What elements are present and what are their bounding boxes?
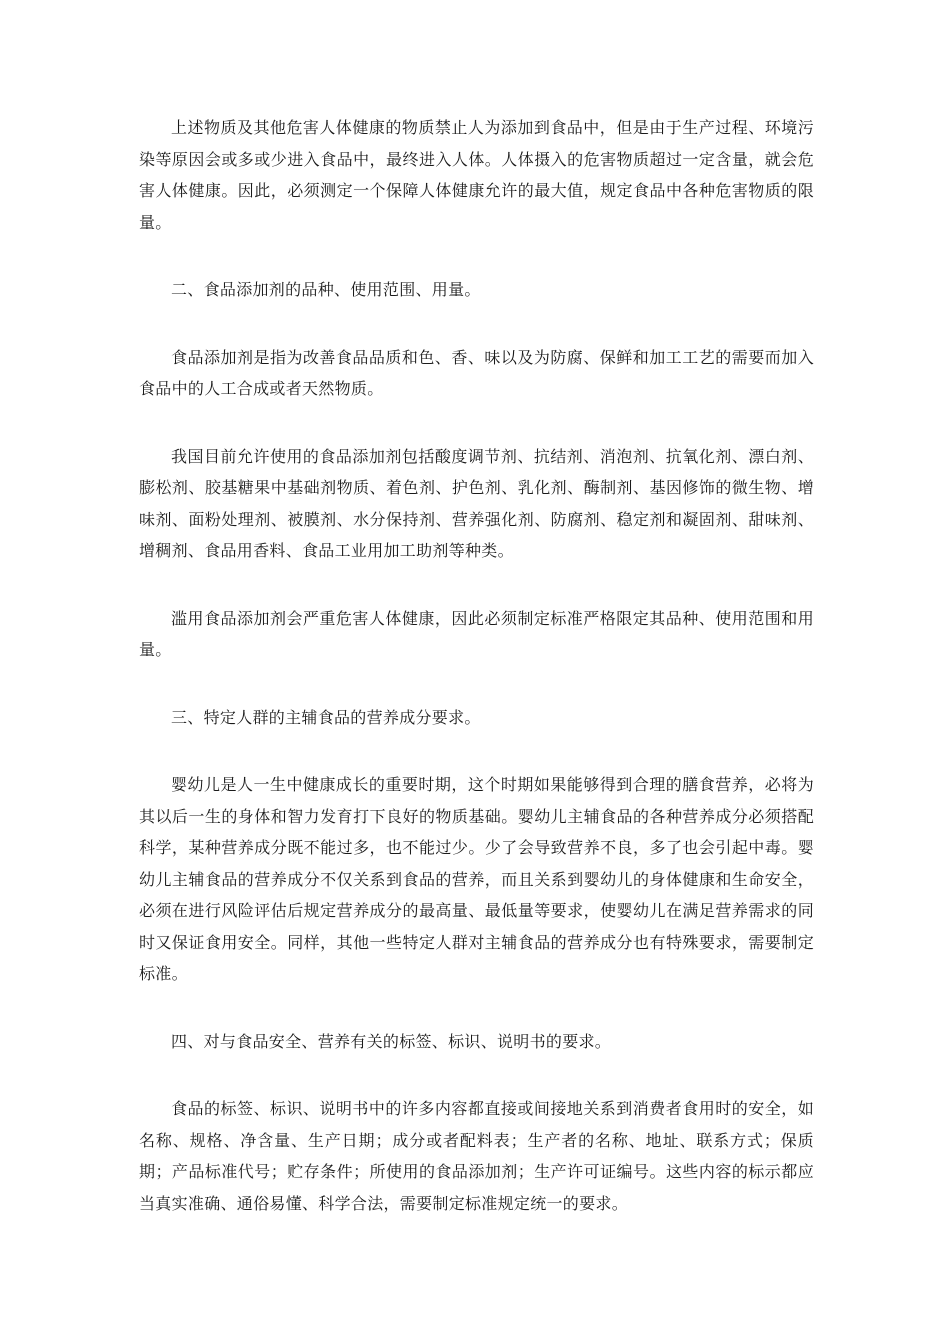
section-heading-4: 四、对与食品安全、营养有关的标签、标识、说明书的要求。 bbox=[171, 1031, 612, 1051]
paragraph-labeling-requirements: 食品的标签、标识、说明书中的许多内容都直接或间接地关系到消费者食用时的安全，如名称、规格、净含量、生产日期；成分或者配料表；生产者的名称、地址、联系方式；保质期；产品标准代号；贮存条件；所使用的食品添加剂；生产许可证编号。这些内容的标示都应当真实准确、通俗易懂、科学合法，需要制定标准规定统一的要求。 bbox=[139, 1099, 814, 1213]
paragraph-additive-abuse: 滥用食品添加剂会严重危害人体健康，因此必须制定标准严格限定其品种、使用范围和用量。 bbox=[139, 608, 814, 659]
paragraph-harmful-substances-limits: 上述物质及其他危害人体健康的物质禁止人为添加到食品中，但是由于生产过程、环境污染等原因会或多或少进入食品中，最终进入人体。人体摄入的危害物质超过一定含量，就会危害人体健康。因此，必须测定一个保障人体健康允许的最大值，规定食品中各种危害物质的限量。 bbox=[139, 118, 814, 232]
section-heading-3: 三、特定人群的主辅食品的营养成分要求。 bbox=[171, 707, 481, 727]
paragraph-infant-nutrition: 婴幼儿是人一生中健康成长的重要时期，这个时期如果能够得到合理的膳食营养，必将为其以后一生的身体和智力发育打下良好的物质基础。婴幼儿主辅食品的各种营养成分必须搭配科学，某种营养成分既不能过多，也不能过少。少了会导致营养不良，多了也会引起中毒。婴幼儿主辅食品的营养成分不仅关系到食品的营养，而且关系到婴幼儿的身体健康和生命安全，必须在进行风险评估后规定营养成分的最高量、最低量等要求，使婴幼儿在满足营养需求的同时又保证食用安全。同样，其他一些特定人群对主辅食品的营养成分也有特殊要求，需要制定标准。 bbox=[139, 775, 814, 983]
paragraph-permitted-additives: 我国目前允许使用的食品添加剂包括酸度调节剂、抗结剂、消泡剂、抗氧化剂、漂白剂、膨松剂、胶基糖果中基础剂物质、着色剂、护色剂、乳化剂、酶制剂、基因修饰的微生物、增味剂、面粉处理剂、被膜剂、水分保持剂、营养强化剂、防腐剂、稳定剂和凝固剂、甜味剂、增稠剂、食品用香料、食品工业用加工助剂等种类。 bbox=[139, 446, 814, 560]
paragraph-additive-definition: 食品添加剂是指为改善食品品质和色、香、味以及为防腐、保鲜和加工工艺的需要而加入食品中的人工合成或者天然物质。 bbox=[139, 347, 814, 398]
document-body bbox=[139, 112, 814, 1255]
section-heading-2: 二、食品添加剂的品种、使用范围、用量。 bbox=[171, 280, 481, 299]
